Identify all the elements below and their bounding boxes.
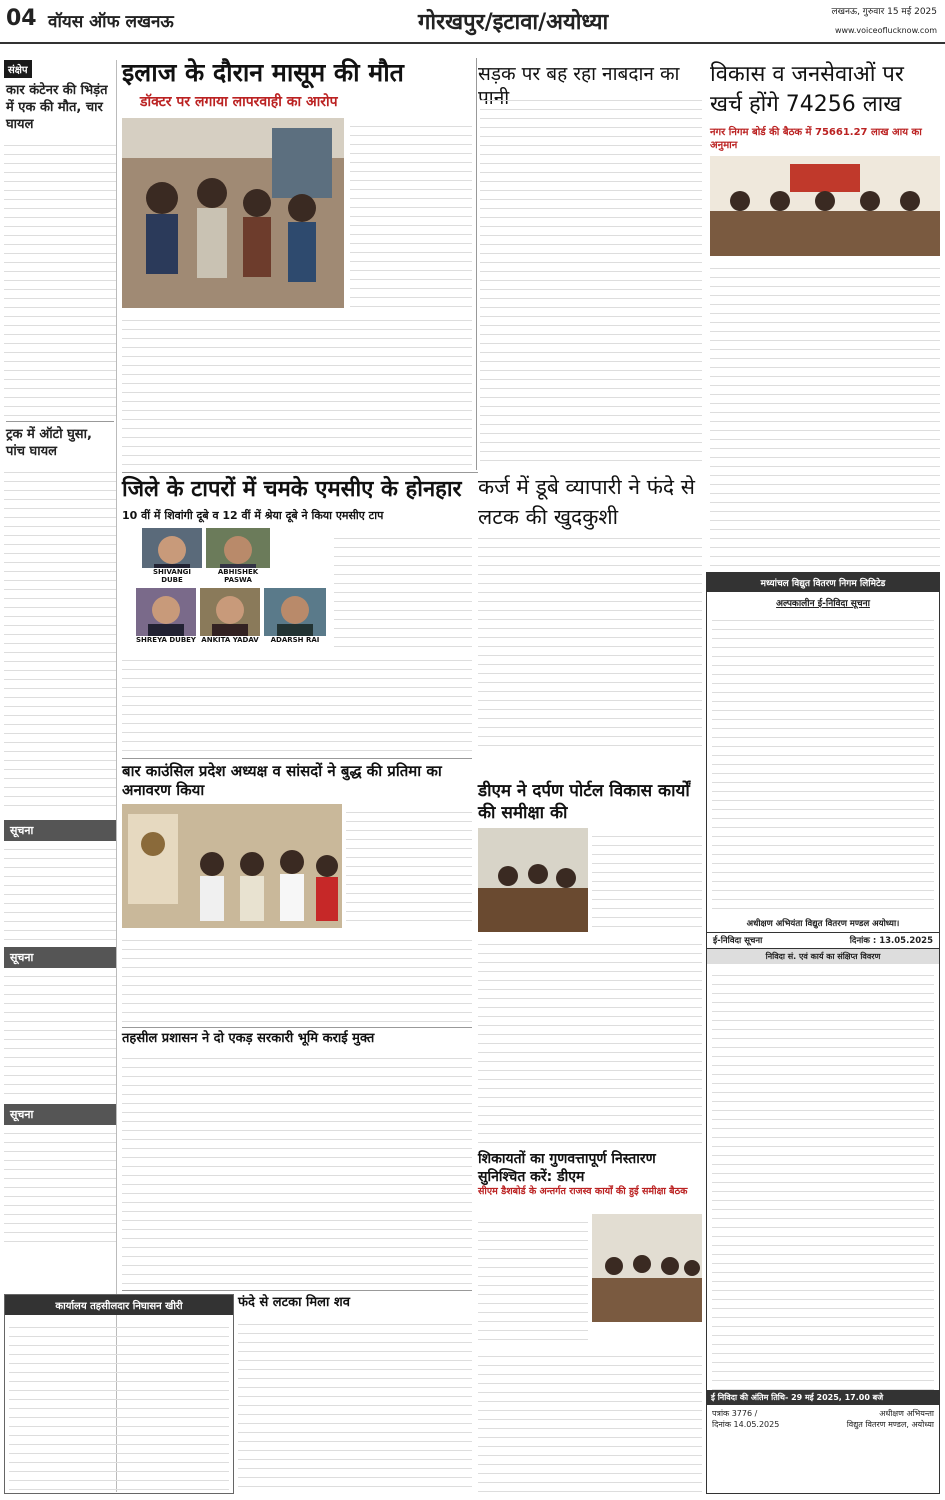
statue-photo [122,804,342,928]
story1-headline: इलाज के दौरान मासूम की मौत [122,58,404,87]
story6-body-b [122,932,472,1024]
notice-body-2 [4,968,116,1098]
brief-headline-1: कार कंटेनर की भिड़ंत में एक की मौत, चार घायल [6,83,108,132]
tender-table-title: ई-निविदा सूचना [713,936,763,946]
story4-body-a [334,530,472,648]
tender-sign-office: विद्युत वितरण मण्डल, अयोध्या [846,1420,934,1429]
column-rule [476,58,477,470]
masthead [0,0,945,44]
story10-headline: फंदे से लटका मिला शव [238,1295,350,1310]
meeting-photo [710,156,940,256]
topper-name-1: SHIVANGI DUBE [142,568,202,584]
story7-body-b [478,936,702,1144]
notice-label-1: सूचना [4,820,116,841]
story7-body-a [592,828,702,932]
story4-subhead: 10 वीं में शिवांगी दूबे व 12 वीं में श्रेया दूबे ने किया एमसीए टाप [122,509,384,522]
tender-table-body [707,964,939,1390]
divider [122,1027,472,1028]
story1-body-b [122,312,472,468]
story9-headline: शिकायतों का गुणवत्तापूर्ण निस्तारण सुनिश्चित करें: डीएम [478,1151,656,1185]
topper-photo-2 [206,528,270,584]
story8-headline: तहसील प्रशासन ने दो एकड़ सरकारी भूमि कराई मुक्त [122,1031,375,1046]
story9-subhead: सीएम डैशबोर्ड के अन्तर्गत राजस्व कार्यों की हुई समीक्षा बैठक [478,1186,688,1197]
story10-body [238,1316,472,1492]
page-number: 04 [6,6,37,31]
tender-notice [706,572,940,1494]
tender-table-header [707,932,939,949]
story1-subhead: डॉक्टर पर लगाया लापरवाही का आरोप [140,94,338,110]
story9-body-a [478,1214,588,1344]
region-title: गोरखपुर/इटावा/अयोध्या [418,9,609,35]
story4-body-c [478,530,702,752]
brief-body-1 [4,137,116,417]
story4-headline: जिले के टापरों में चमके एमसीए के होनहार [122,477,462,502]
story3-headline: विकास व जनसेवाओं पर खर्च होंगे 74256 लाख [710,62,904,117]
dm-meeting-photo [478,828,588,932]
tehsil-notice [4,1294,234,1494]
tender-office: अधीक्षण अभियंता विद्युत वितरण मण्डल अयोध्या। [746,919,900,929]
brief-headline-2: ट्रक में ऑटो घुसा, पांच घायल [6,421,114,460]
tender-notice-body [707,609,939,915]
tender-org: मध्यांचल विद्युत वितरण निगम लिमिटेड [707,573,939,592]
tender-table-col: निविदा सं. एवं कार्य का संक्षिप्त विवरण [707,949,939,964]
story3-subhead: नगर निगम बोर्ड की बैठक में 75661.27 लाख आय का अनुमान [710,127,922,151]
story9-body-b [478,1348,702,1492]
story1-body-a [350,118,472,308]
divider [122,1290,472,1291]
notice-label-3: सूचना [4,1104,116,1125]
story8-body [122,1050,472,1286]
tehsil-notice-body [5,1315,233,1494]
tender-footer [707,1405,939,1433]
brief-column [4,60,117,1492]
paper-name: वॉयस ऑफ लखनऊ [48,12,174,32]
date-line: लखनऊ, गुरुवार 15 मई 2025 [831,7,937,17]
hospital-photo [122,118,344,308]
story6-body-a [346,804,472,928]
brief-body-2 [4,464,116,814]
divider [122,758,472,759]
review-meeting-photo [592,1214,702,1322]
story4-body-b [122,652,472,752]
notice-body-3 [4,1125,116,1245]
topper-name-5: ADARSH RAI [264,636,326,644]
topper-photo-4 [200,588,260,644]
notice-body-1 [4,841,116,941]
tender-notice-title: अल्पकालीन ई-निविदा सूचना [776,599,870,609]
topper-name-4: ANKITA YADAV [201,636,259,644]
story2-headline: सड़क पर बह रहा नाबदान का पानी [478,63,680,109]
topper-name-3: SHREYA DUBEY [136,636,196,644]
story6-headline: बार काउंसिल प्रदेश अध्यक्ष व सांसदों ने बुद्ध की प्रतिमा का अनावरण किया [122,762,442,799]
tender-sign: अधीक्षण अभियन्ता [879,1409,934,1418]
tender-last-date: ई निविदा की अंतिम तिथि- 29 मई 2025, 17.00 बजे [707,1390,939,1405]
tender-table-date: दिनांक : 13.05.2025 [849,936,933,946]
topper-photo-1 [142,528,202,584]
section-label: संक्षेप [4,60,32,78]
topper-photo-5 [264,588,326,644]
website-link[interactable]: www.voiceoflucknow.com [834,26,937,35]
story7-headline: डीएम ने दर्पण पोर्टल विकास कार्यों की समीक्षा की [478,781,690,823]
tender-ref-date: दिनांक 14.05.2025 [712,1420,780,1429]
tehsil-notice-title: कार्यालय तहसीलदार निघासन खीरी [5,1295,233,1315]
story2-body [480,92,702,468]
topper-photo-3 [136,588,196,644]
tender-ref-no: पत्रांक 3776 / [712,1409,758,1418]
notice-label-2: सूचना [4,947,116,968]
story5-headline: कर्ज में डूबे व्यापारी ने फंदे से लटक की खुदकुशी [478,472,702,532]
story3-body [710,260,940,566]
topper-name-2: ABHISHEK PASWA [206,568,270,584]
